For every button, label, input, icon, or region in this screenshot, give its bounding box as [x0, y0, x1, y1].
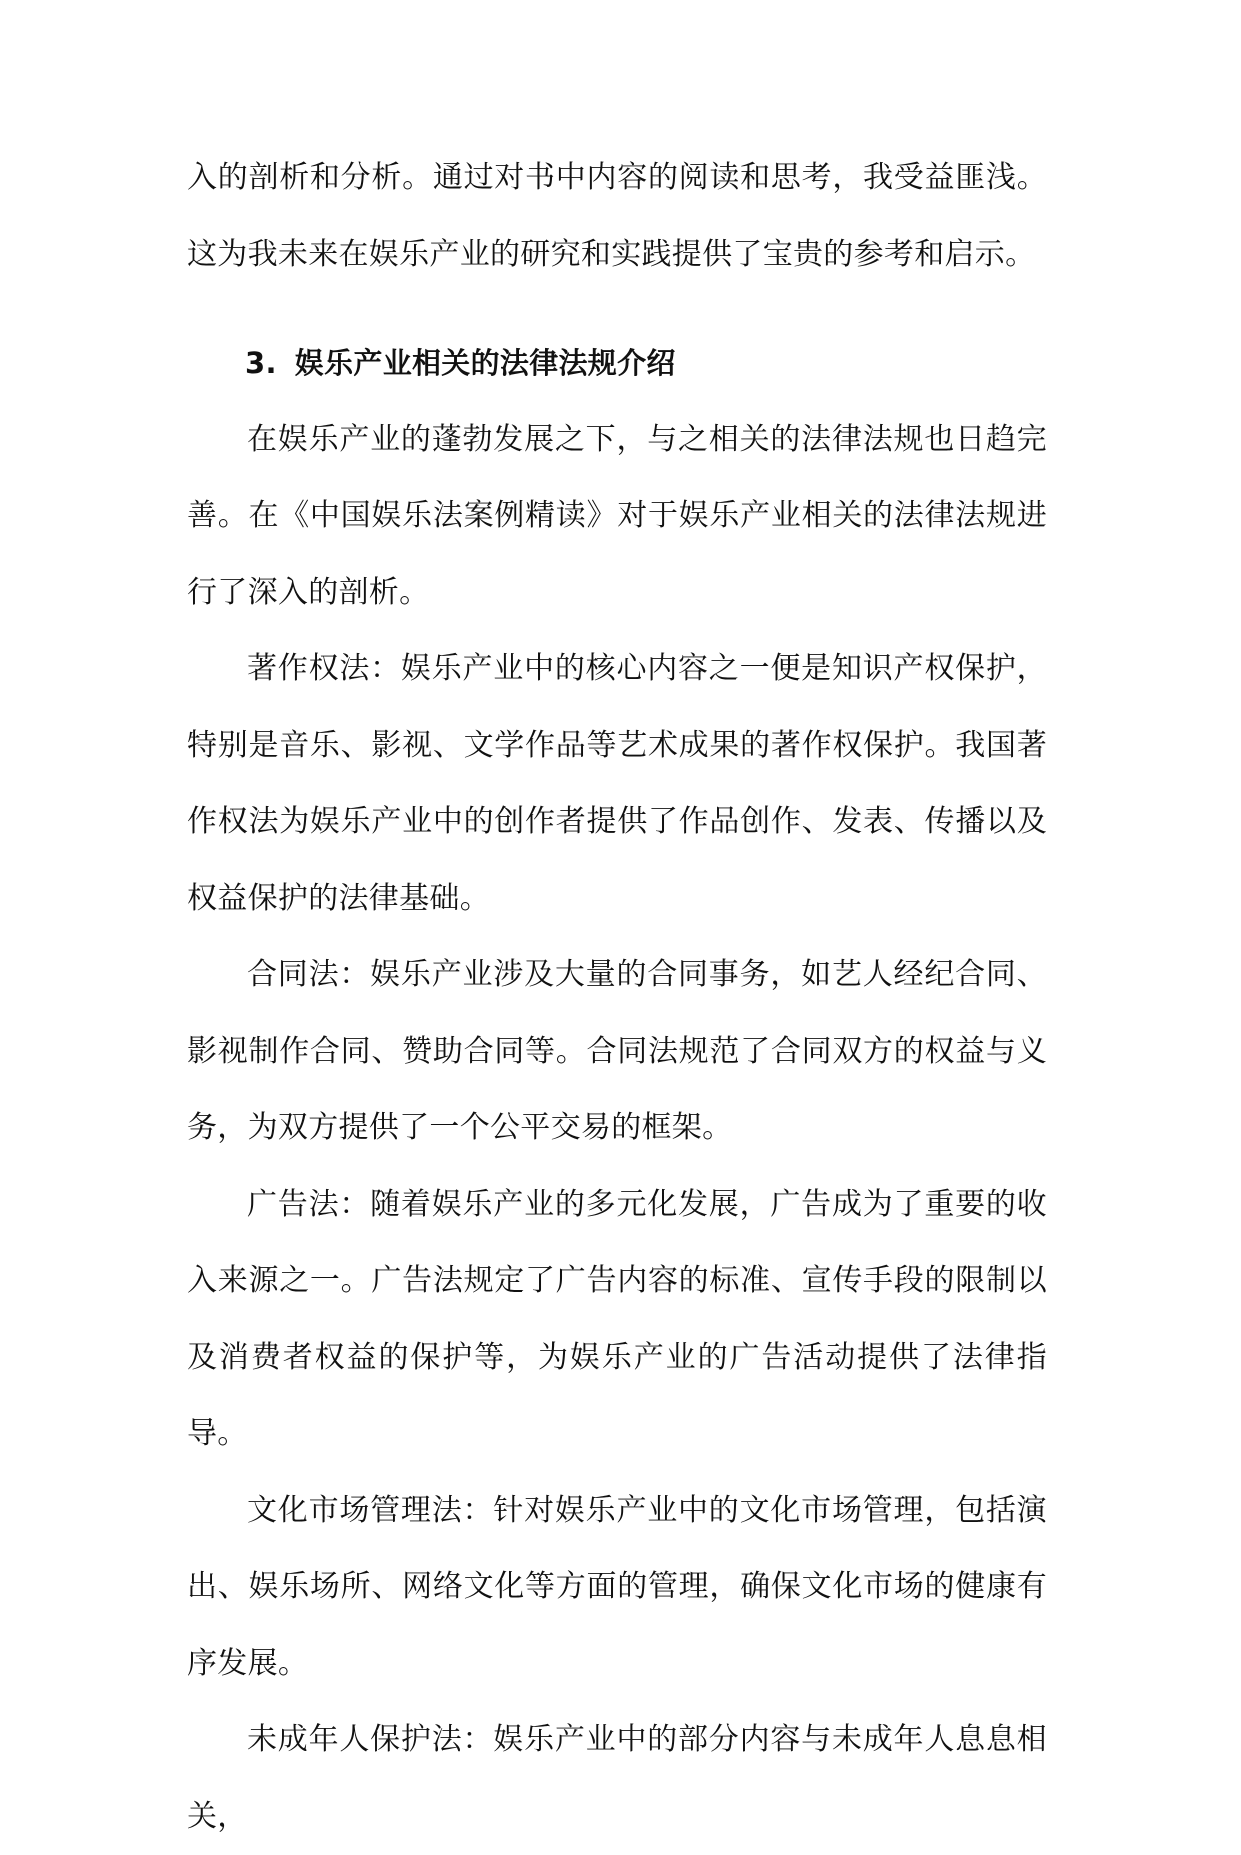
body-paragraph-culture-market-law: 文化市场管理法：针对娱乐产业中的文化市场管理，包括演出、娱乐场所、网络文化等方面的管理，确保文化市场的健康有序发展。	[187, 1492, 1047, 1681]
body-paragraph-continued: 入的剖析和分析。通过对书中内容的阅读和思考，我受益匪浅。这为我未来在娱乐产业的研究和实践提供了宝贵的参考和启示。	[187, 160, 1047, 272]
section-title: 娱乐产业相关的法律法规介绍	[294, 346, 676, 380]
body-paragraph: 在娱乐产业的蓬勃发展之下，与之相关的法律法规也日趋完善。在《中国娱乐法案例精读》对于娱乐产业相关的法律法规进行了深入的剖析。	[187, 421, 1047, 610]
body-paragraph-copyright-law: 著作权法：娱乐产业中的核心内容之一便是知识产权保护，特别是音乐、影视、文学作品等艺术成果的著作权保护。我国著作权法为娱乐产业中的创作者提供了作品创作、发表、传播以及权益保护的法律基础。	[187, 651, 1047, 916]
body-paragraph-advertising-law: 广告法：随着娱乐产业的多元化发展，广告成为了重要的收入来源之一。广告法规定了广告内容的标准、宣传手段的限制以及消费者权益的保护等，为娱乐产业的广告活动提供了法律指导。	[187, 1186, 1047, 1451]
body-paragraph-minor-protection-law: 未成年人保护法：娱乐产业中的部分内容与未成年人息息相关，	[187, 1722, 1047, 1834]
document-page	[187, 140, 1047, 1855]
section-number: 3.	[245, 346, 277, 380]
section-heading	[187, 325, 1047, 402]
body-paragraph-contract-law: 合同法：娱乐产业涉及大量的合同事务，如艺人经纪合同、影视制作合同、赞助合同等。合同法规范了合同双方的权益与义务，为双方提供了一个公平交易的框架。	[187, 957, 1047, 1145]
